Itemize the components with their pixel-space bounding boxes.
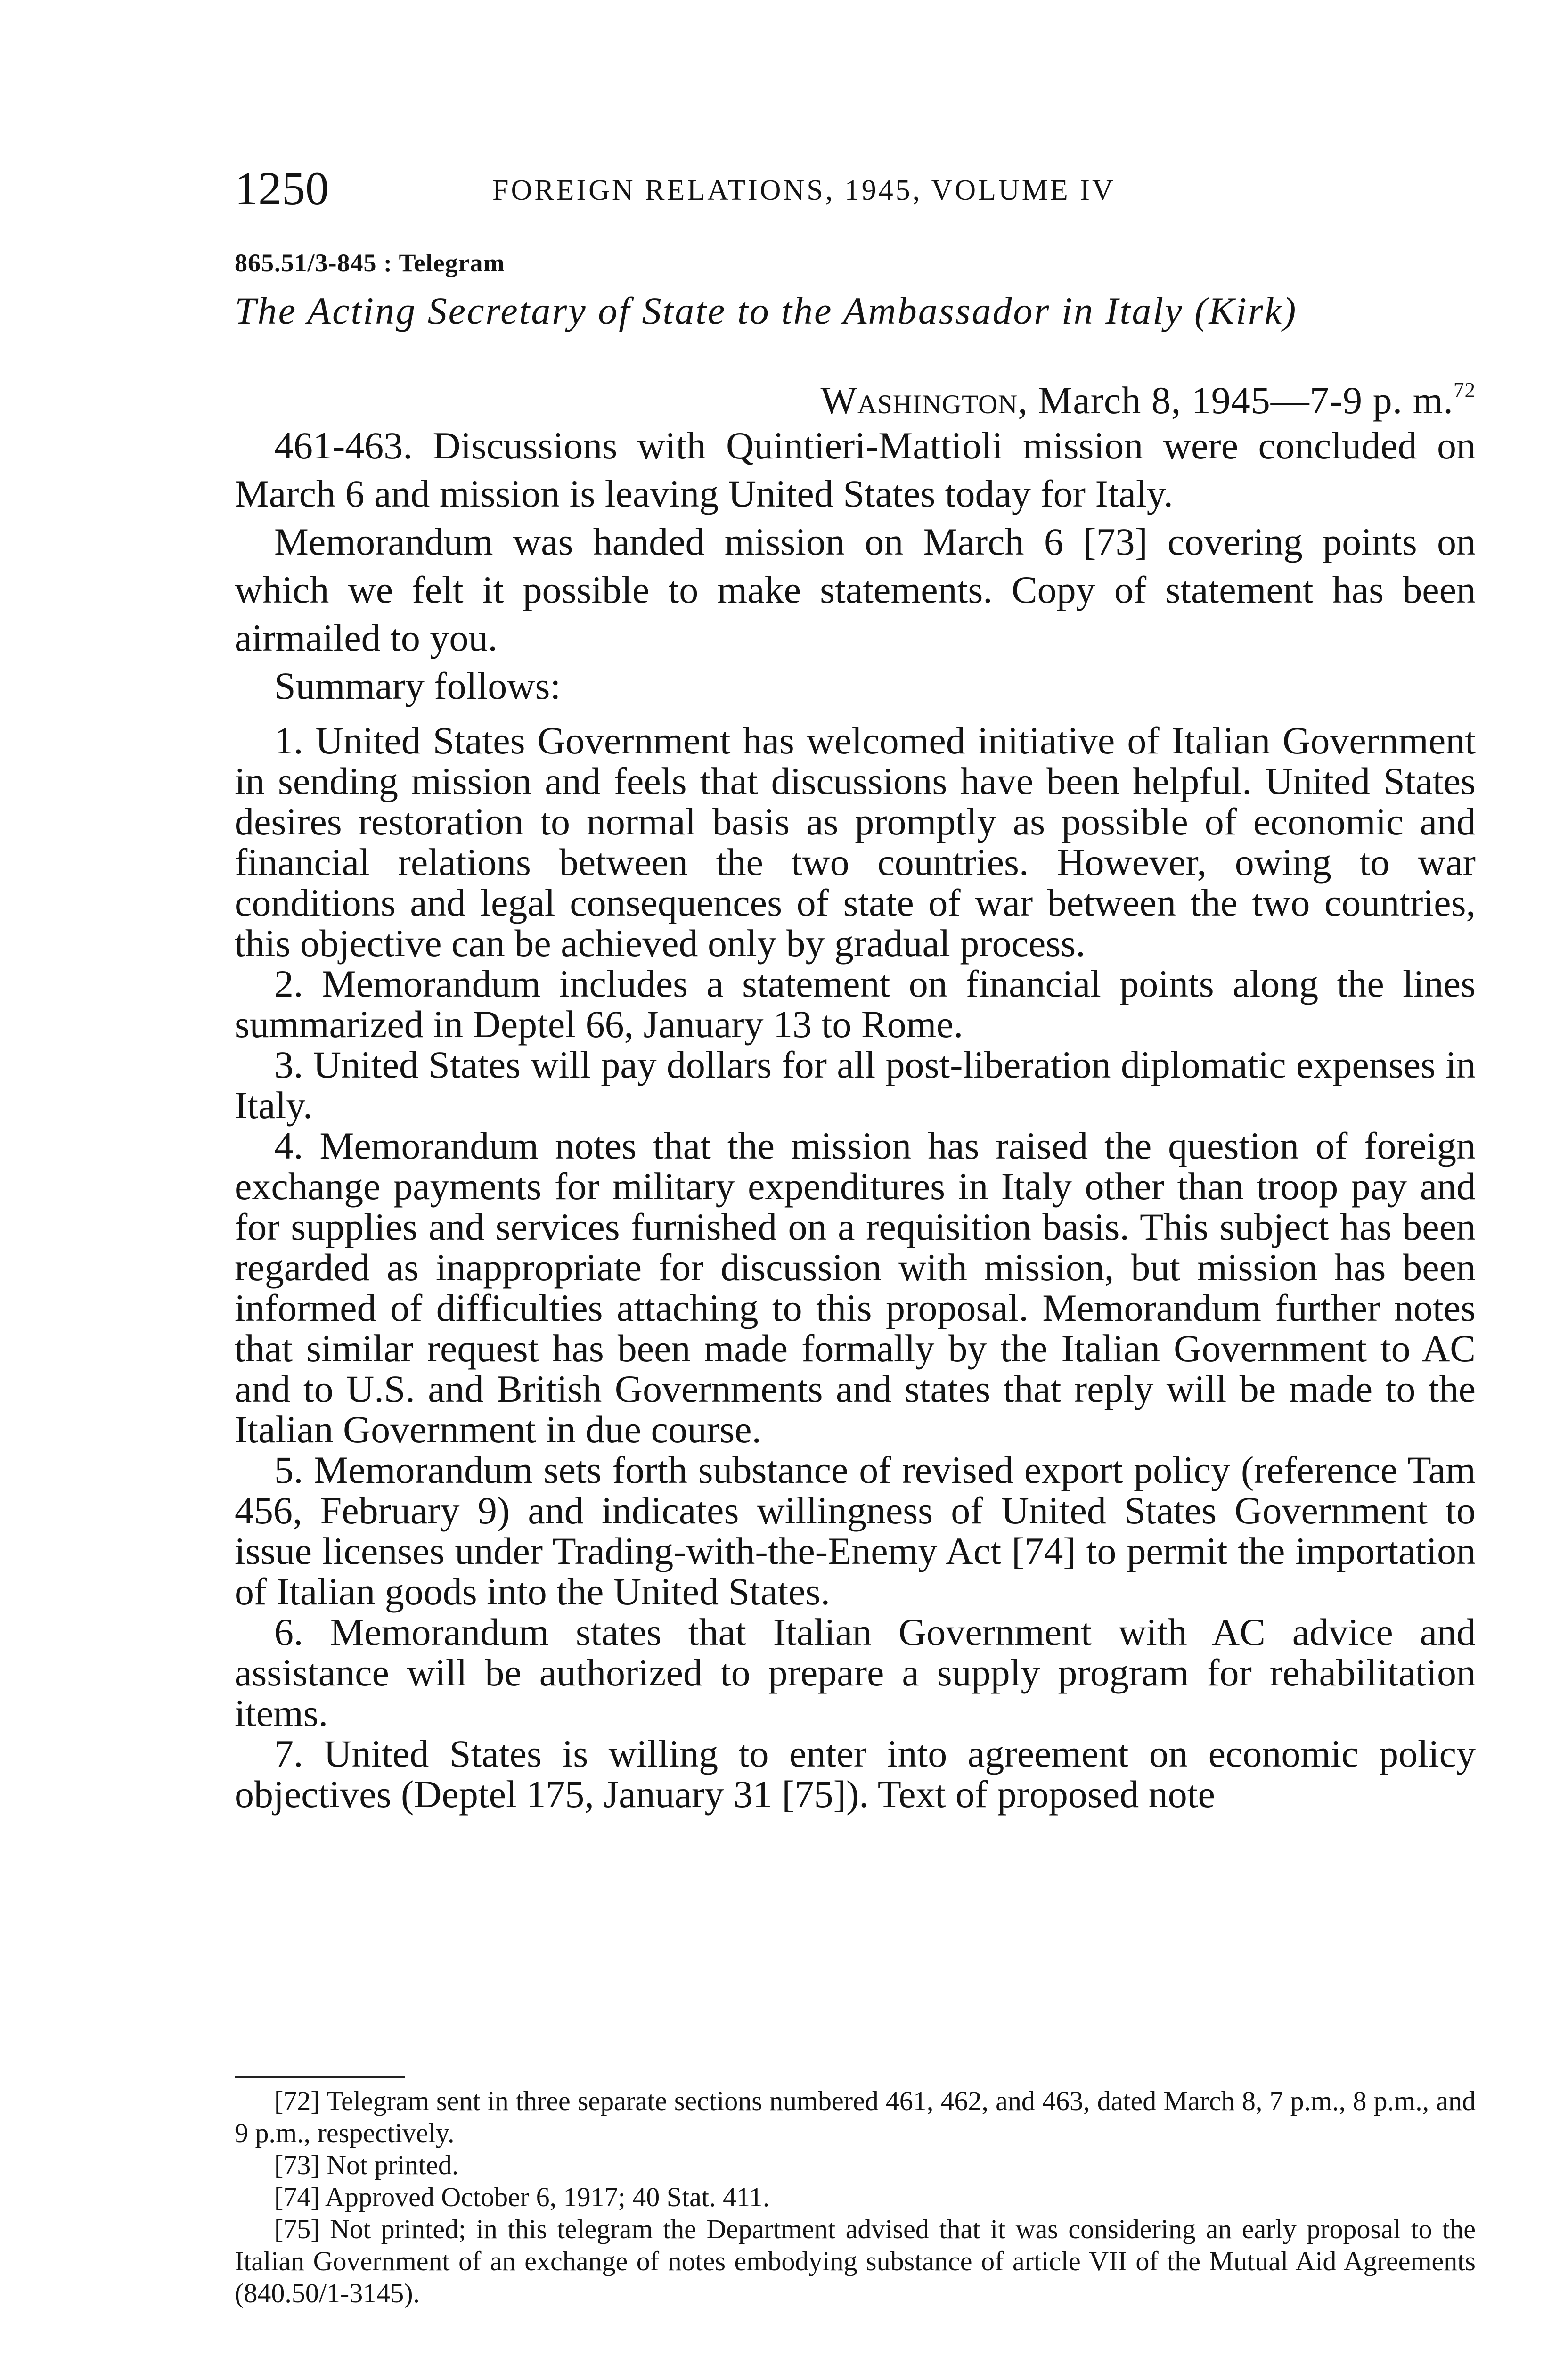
intro-section [235, 422, 1476, 710]
footnote-ref-72: 72 [1453, 378, 1476, 402]
point-paragraph: 7. United States is willing to enter into agreement on economic policy objectives (Deptel 175, January 31 [75]). Text of proposed note [235, 1732, 1476, 1816]
point-paragraph: 2. Memorandum includes a statement on financial points along the lines summarized in Deptel 66, January 13 to Rome. [235, 962, 1476, 1046]
page-header [0, 160, 1568, 217]
dateline-place: Washington, [820, 379, 1028, 422]
telegram-body [235, 422, 1476, 1815]
point-paragraph: 4. Memorandum notes that the mission has raised the question of foreign exchange payments for military expenditures in Italy other than troop pay and for supplies and services furnished on a requisition basis. This subject has been regarded as inappropriate for discussion with mission, but mission has been informed of difficulties attaching to this proposal. Memorandum further notes that similar request has been made formally by the Italian Government to AC and to U.S. and British Governments and states that reply will be made to the Italian Government in due course. [235, 1124, 1476, 1451]
footnote-73: [73] Not printed. [274, 2150, 459, 2180]
footnotes [235, 2085, 1476, 2309]
document-title: The Acting Secretary of State to the Ambassador in Italy (Kirk) [235, 289, 1298, 332]
footnote-74: [74] Approved October 6, 1917; 40 Stat. 411. [274, 2182, 770, 2212]
point-paragraph: 3. United States will pay dollars for all post-liberation diplomatic expenses in Italy. [235, 1043, 1476, 1127]
dateline-time: March 8, 1945—7-9 p. m. [1028, 379, 1454, 422]
intro-paragraph: Summary follows: [274, 664, 561, 707]
points-section [235, 720, 1476, 1815]
dateline [820, 372, 1476, 429]
point-paragraph: 5. Memorandum sets forth substance of revised export policy (reference Tam 456, February 9) and indicates willingness of United States Government to issue licenses under Trading-with-the-Enemy Act [74] to permit the importation of Italian goods into the United States. [235, 1448, 1476, 1613]
point-paragraph: 1. United States Government has welcomed initiative of Italian Government in sending mission and feels that discussions have been helpful. United States desires restoration to normal basis as promptly as possible of economic and financial relations between the two countries. However, owing to war conditions and legal consequences of state of war between the two countries, this objective can be achieved only by gradual process. [235, 719, 1476, 965]
footnote-72: [72] Telegram sent in three separate sections numbered 461, 462, and 463, dated March 8, 7 p.m., 8 p.m., and 9 p.m., respectively. [235, 2086, 1476, 2148]
intro-paragraph: Memorandum was handed mission on March 6 [73] covering points on which we felt it possible to make statements. Copy of statement has been airmailed to you. [235, 520, 1476, 659]
page-number: 1250 [235, 162, 329, 214]
footnote-divider [235, 2076, 405, 2078]
running-title: FOREIGN RELATIONS, 1945, VOLUME IV [492, 174, 1116, 206]
footnote-75: [75] Not printed; in this telegram the Department advised that it was considering an early proposal to the Italian Government of an exchange of notes embodying substance of article VII of the Mutual Aid Agreements (840.50/1-3145). [235, 2214, 1476, 2308]
intro-paragraph: 461-463. Discussions with Quintieri-Mattioli mission were concluded on March 6 and mission is leaving United States today for Italy. [235, 424, 1476, 515]
file-reference: 865.51/3-845 : Telegram [235, 249, 505, 277]
point-paragraph: 6. Memorandum states that Italian Government with AC advice and assistance will be authorized to prepare a supply program for rehabilitation items. [235, 1611, 1476, 1734]
